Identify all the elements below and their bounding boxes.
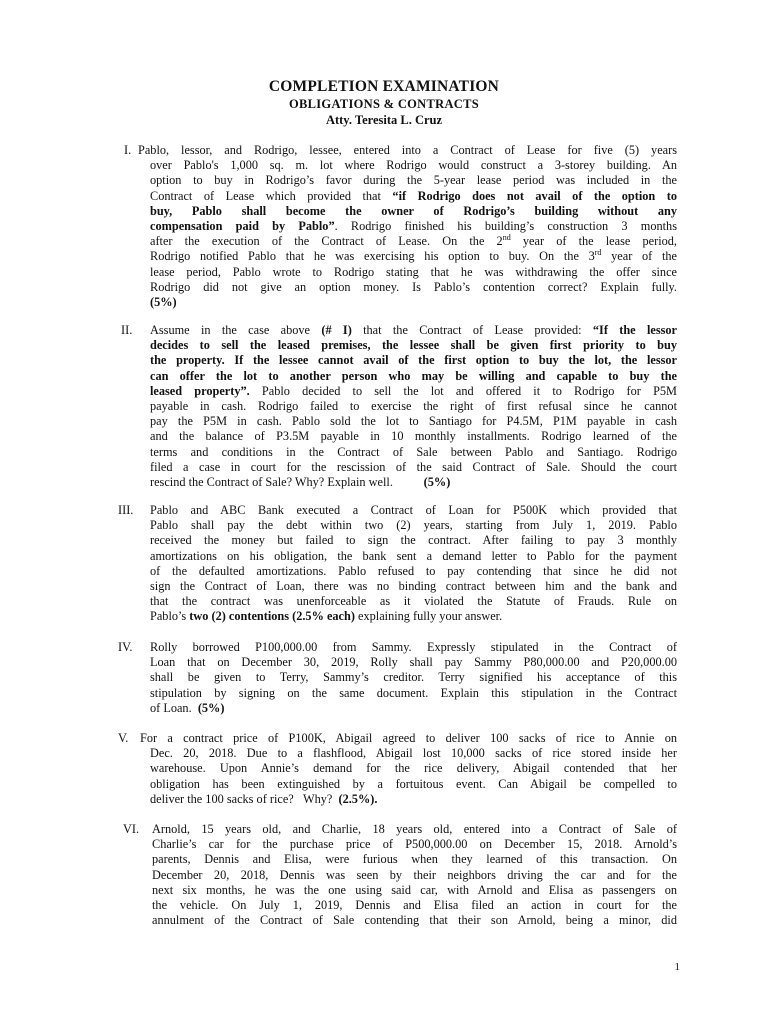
question-line: decides to sell the leased premises, the lessee shall be given first priority to buy — [150, 338, 677, 353]
question-text — [152, 822, 677, 928]
question-number: IV. — [118, 640, 133, 654]
question-line: leased property”. Pablo decided to sell the lot and offered it to Rodrigo for P5M — [150, 383, 677, 398]
question-line: obligation has been extinguished by a fortuitous event. Can Abigail be compelled to — [150, 776, 677, 791]
question-points: (5%) — [150, 295, 177, 310]
question-line: of Loan. (5%) — [150, 700, 225, 715]
question-line: the property. If the lessee cannot avail of the first option to buy the lot, the lessor — [150, 353, 677, 368]
question-number: II. — [121, 323, 133, 337]
question-line: deliver the 100 sacks of rice? Why? (2.5%). — [150, 791, 378, 806]
question-line: lease period, Pablo wrote to Rodrigo stating that he was withdrawing the offer since — [150, 264, 677, 279]
question-line: the vehicle. On July 1, 2019, Dennis and Elisa filed an action in court for the — [152, 898, 677, 913]
question-line: warehouse. Upon Annie’s demand for the rice delivery, Abigail contended that her — [150, 761, 677, 776]
question-line: Pablo, lessor, and Rodrigo, lessee, entered into a Contract of Lease for five (5) years — [138, 143, 677, 157]
exam-subject: OBLIGATIONS & CONTRACTS — [288, 97, 480, 111]
exam-title: COMPLETION EXAMINATION — [268, 78, 500, 95]
question-line: annulment of the Contract of Sale contending that their son Arnold, being a minor, did — [152, 913, 677, 928]
question-line: parents, Dennis and Elisa, were furious when they learned of this transaction. On — [152, 852, 677, 867]
question-line: compensation paid by Pablo”. Rodrigo finished his building’s construction 3 months — [150, 219, 677, 234]
question-line: terms and conditions in the Contract of Sale between Pablo and Santiago. Rodrigo — [150, 444, 677, 459]
question-line: can offer the lot to another person who may be willing and capable to buy the — [150, 368, 677, 383]
question-line: that the contract was unenforceable as it violated the Statute of Frauds. Rule on — [150, 594, 677, 609]
question-line: buy, Pablo shall become the owner of Rodrigo’s building without any — [150, 203, 677, 218]
question-text — [150, 640, 677, 716]
question-line: Dec. 20, 2018. Due to a flashflood, Abigail lost 10,000 sacks of rice stored inside her — [150, 746, 677, 761]
question-line: Rolly borrowed P100,000.00 from Sammy. Expressly stipulated in the Contract of — [150, 640, 677, 654]
question-line: payable in cash. Rodrigo failed to exercise the right of first refusal since he cannot — [150, 399, 677, 414]
question-line: Loan that on December 30, 2019, Rolly shall pay Sammy P80,000.00 and P20,000.00 — [150, 655, 677, 670]
question-line: Pablo and ABC Bank executed a Contract of Loan for P500K which provided that — [150, 503, 677, 517]
question-line: next six months, he was the one using said car, with Arnold and Elisa as passengers on — [152, 882, 677, 897]
question-text — [138, 143, 677, 310]
question-line: Pablo’s two (2) contentions (2.5% each) explaining fully your answer. — [150, 609, 503, 624]
question-line: Arnold, 15 years old, and Charlie, 18 years old, entered into a Contract of Sale of — [152, 822, 677, 836]
question-line: Contract of Lease which provided that “if Rodrigo does not avail of the option to — [150, 188, 677, 203]
question-line: For a contract price of P100K, Abigail agreed to deliver 100 sacks of rice to Annie on — [140, 731, 677, 745]
question-text — [150, 323, 677, 490]
question-line: received the money but failed to sign the contract. After failing to pay 3 monthly — [150, 533, 677, 548]
question-line: Rodrigo notified Pablo that he was exercising his option to buy. On the 3rd year of the — [150, 249, 677, 264]
question-line: filed a case in court for the rescission of the said Contract of Sale. Should the court — [150, 459, 677, 474]
question-number: I. — [124, 143, 132, 157]
question-line: Charlie’s car for the purchase price of P500,000.00 on December 15, 2018. Arnold’s — [152, 837, 677, 852]
question-line: and the balance of P3.5M payable in 10 monthly installments. Rodrigo learned of the — [150, 429, 677, 444]
question-line: Pablo shall pay the debt within two (2) years, starting from July 1, 2019. Pablo — [150, 518, 677, 533]
question-number: III. — [118, 503, 134, 517]
question-line: December 20, 2018, Dennis was seen by their neighbors driving the car and for the — [152, 867, 677, 882]
question-line: Assume in the case above (# I) that the Contract of Lease provided: “If the lessor — [150, 323, 677, 337]
page-number: 1 — [674, 961, 680, 973]
question-text — [150, 503, 677, 625]
question-line: stipulation by signing on the same document. Explain this stipulation in the Contract — [150, 685, 677, 700]
question-line: of the defaulted amortizations. Pablo refused to pay contending that since he did not — [150, 563, 677, 578]
question-number: V. — [118, 731, 129, 745]
question-text — [140, 731, 677, 807]
exam-professor: Atty. Teresita L. Cruz — [325, 113, 443, 127]
question-line: shall be given to Terry, Sammy’s creditor. Terry signified his acceptance of this — [150, 670, 677, 685]
question-line: after the execution of the Contract of Lease. On the 2nd year of the lease period, — [150, 234, 677, 249]
question-line: over Pablo's 1,000 sq. m. lot where Rodrigo would construct a 3-storey building. An — [150, 158, 677, 173]
question-line: rescind the Contract of Sale? Why? Explain well. (5%) — [150, 475, 451, 490]
question-number: VI. — [123, 822, 140, 836]
question-line: option to buy in Rodrigo’s favor during the 5-year lease period was included in the — [150, 173, 677, 188]
question-line: amortizations on his obligation, the bank sent a demand letter to Pablo for the payment — [150, 548, 677, 563]
question-line: pay the P5M in cash. Pablo sold the lot to Santiago for P4.5M, P1M payable in cash — [150, 414, 677, 429]
question-line: sign the Contract of Loan, there was no binding contract between him and the bank and — [150, 579, 677, 594]
question-line: Rodrigo did not give an option money. Is Pablo’s contention correct? Explain fully. — [150, 279, 677, 294]
